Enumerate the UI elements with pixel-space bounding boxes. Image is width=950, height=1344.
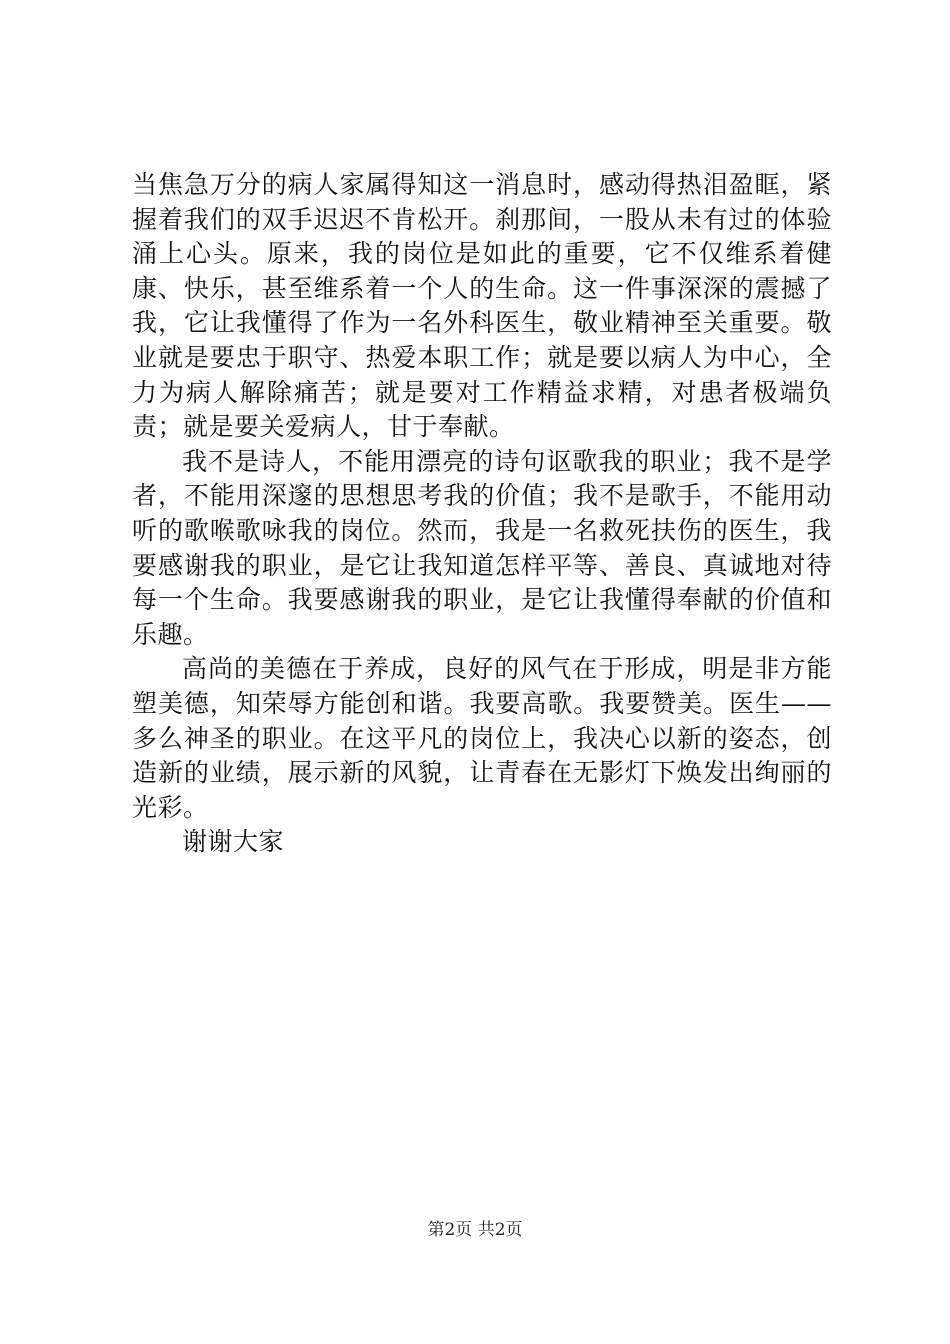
page-footer: 第2页 共2页 bbox=[427, 1220, 523, 1240]
document-body bbox=[132, 168, 832, 860]
closing-line: 谢谢大家 bbox=[182, 827, 285, 857]
paragraph-2: 我不是诗人，不能用漂亮的诗句讴歌我的职业；我不是学者，不能用深邃的思想思考我的价值；我不是歌手，不能用动听的歌喉歌咏我的岗位。然而，我是一名救死扶伤的医生，我要感谢我的职业，是它让我知道怎样平等、善良、真诚地对待每一个生命。我要感谢我的职业，是它让我懂得奉献的价值和乐趣。 bbox=[132, 446, 832, 649]
paragraph-3: 高尚的美德在于养成，良好的风气在于形成，明是非方能塑美德，知荣辱方能创和谐。我要高歌。我要赞美。医生——多么神圣的职业。在这平凡的岗位上，我决心以新的姿态，创造新的业绩，展示新的风貌，让青春在无影灯下焕发出绚丽的光彩。 bbox=[132, 654, 832, 822]
paragraph-1: 当焦急万分的病人家属得知这一消息时，感动得热泪盈眶，紧握着我们的双手迟迟不肯松开。刹那间，一股从未有过的体验涌上心头。原来，我的岗位是如此的重要，它不仅维系着健康、快乐，甚至维系着一个人的生命。这一件事深深的震撼了我，它让我懂得了作为一名外科医生，敬业精神至关重要。敬业就是要忠于职守、热爱本职工作；就是要以病人为中心，全力为病人解除痛苦；就是要对工作精益求精，对患者极端负责；就是要关爱病人，甘于奉献。 bbox=[132, 170, 832, 442]
